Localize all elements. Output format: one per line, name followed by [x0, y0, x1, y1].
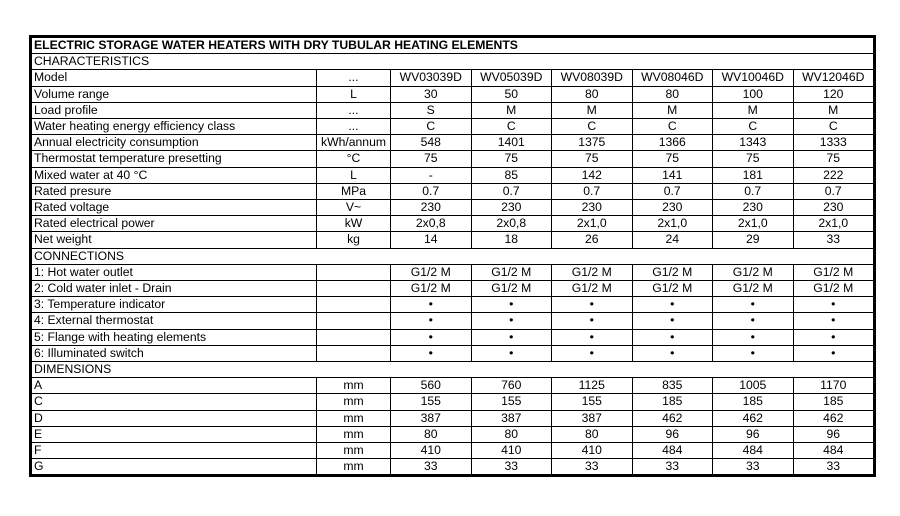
dimensions-value-model-3: 410: [552, 443, 633, 459]
section-connections: [32, 248, 874, 264]
characteristics-value-model-4: 24: [632, 232, 713, 248]
characteristics-row: [32, 216, 874, 232]
section-dimensions: [32, 362, 874, 378]
characteristics-row: [32, 151, 874, 167]
dimensions-value-model-2: 410: [471, 443, 552, 459]
connections-value-model-2: •: [471, 313, 552, 329]
characteristics-value-model-3: 1375: [552, 135, 633, 151]
characteristics-value-model-6: 0.7: [793, 183, 874, 199]
connections-value-model-3: •: [552, 345, 633, 361]
connections-value-model-5: •: [713, 329, 794, 345]
connections-value-model-1: •: [391, 297, 472, 313]
characteristics-value-model-4: C: [632, 119, 713, 135]
characteristics-value-model-1: WV03039D: [391, 70, 472, 86]
characteristics-row: [32, 86, 874, 102]
characteristics-row-unit: L: [317, 167, 391, 183]
characteristics-value-model-1: -: [391, 167, 472, 183]
characteristics-value-model-4: 75: [632, 151, 713, 167]
characteristics-value-model-1: S: [391, 102, 472, 118]
dimensions-value-model-1: 80: [391, 426, 472, 442]
characteristics-value-model-2: C: [471, 119, 552, 135]
dimensions-value-model-6: 33: [793, 459, 874, 475]
characteristics-value-model-4: 1366: [632, 135, 713, 151]
characteristics-value-model-4: 0.7: [632, 183, 713, 199]
connections-row-label: 4: External thermostat: [32, 313, 317, 329]
connections-value-model-1: G1/2 M: [391, 281, 472, 297]
connections-value-model-2: G1/2 M: [471, 264, 552, 280]
characteristics-value-model-6: 2x1,0: [793, 216, 874, 232]
characteristics-value-model-4: 80: [632, 86, 713, 102]
dimensions-row: [32, 394, 874, 410]
connections-value-model-6: •: [793, 329, 874, 345]
dimensions-value-model-5: 185: [713, 394, 794, 410]
characteristics-value-model-3: C: [552, 119, 633, 135]
characteristics-value-model-6: 1333: [793, 135, 874, 151]
dimensions-value-model-3: 155: [552, 394, 633, 410]
characteristics-row: [32, 232, 874, 248]
connections-value-model-2: •: [471, 345, 552, 361]
connections-value-model-5: •: [713, 297, 794, 313]
spec-sheet: [29, 35, 876, 477]
dimensions-value-model-6: 462: [793, 410, 874, 426]
dimensions-value-model-5: 33: [713, 459, 794, 475]
connections-value-model-4: •: [632, 297, 713, 313]
characteristics-row-label: Rated voltage: [32, 200, 317, 216]
characteristics-row-label: Net weight: [32, 232, 317, 248]
characteristics-row: [32, 135, 874, 151]
dimensions-row-label: F: [32, 443, 317, 459]
connections-row-label: 6: Illuminated switch: [32, 345, 317, 361]
characteristics-row-label: Rated electrical power: [32, 216, 317, 232]
connections-row: [32, 345, 874, 361]
characteristics-row-unit: °C: [317, 151, 391, 167]
dimensions-value-model-1: 560: [391, 378, 472, 394]
characteristics-value-model-6: C: [793, 119, 874, 135]
dimensions-value-model-5: 96: [713, 426, 794, 442]
characteristics-row: [32, 119, 874, 135]
characteristics-value-model-1: 2x0,8: [391, 216, 472, 232]
dimensions-value-model-2: 80: [471, 426, 552, 442]
connections-value-model-6: •: [793, 313, 874, 329]
characteristics-row-unit: kW: [317, 216, 391, 232]
dimensions-value-model-5: 484: [713, 443, 794, 459]
characteristics-row-unit: ...: [317, 70, 391, 86]
connections-value-model-5: G1/2 M: [713, 281, 794, 297]
characteristics-row-label: Thermostat temperature presetting: [32, 151, 317, 167]
characteristics-row-unit: ...: [317, 119, 391, 135]
dimensions-row-unit: mm: [317, 443, 391, 459]
characteristics-value-model-6: 222: [793, 167, 874, 183]
connections-row-label: 1: Hot water outlet: [32, 264, 317, 280]
characteristics-value-model-2: WV05039D: [471, 70, 552, 86]
dimensions-value-model-2: 760: [471, 378, 552, 394]
characteristics-row-unit: V~: [317, 200, 391, 216]
dimensions-value-model-1: 155: [391, 394, 472, 410]
characteristics-row-label: Model: [32, 70, 317, 86]
characteristics-value-model-1: 14: [391, 232, 472, 248]
dimensions-value-model-6: 96: [793, 426, 874, 442]
characteristics-value-model-6: 230: [793, 200, 874, 216]
dimensions-row-label: G: [32, 459, 317, 475]
spec-table-body: [32, 38, 874, 475]
characteristics-value-model-2: 18: [471, 232, 552, 248]
characteristics-value-model-2: M: [471, 102, 552, 118]
connections-row-unit: [317, 329, 391, 345]
connections-row-label: 5: Flange with heating elements: [32, 329, 317, 345]
characteristics-value-model-3: 75: [552, 151, 633, 167]
dimensions-row: [32, 378, 874, 394]
dimensions-value-model-2: 387: [471, 410, 552, 426]
connections-value-model-2: •: [471, 329, 552, 345]
connections-row: [32, 313, 874, 329]
characteristics-value-model-5: 181: [713, 167, 794, 183]
characteristics-value-model-3: 142: [552, 167, 633, 183]
characteristics-row: [32, 200, 874, 216]
characteristics-value-model-2: 0.7: [471, 183, 552, 199]
characteristics-value-model-6: 120: [793, 86, 874, 102]
characteristics-value-model-1: C: [391, 119, 472, 135]
connections-value-model-6: •: [793, 345, 874, 361]
dimensions-value-model-4: 96: [632, 426, 713, 442]
dimensions-value-model-2: 33: [471, 459, 552, 475]
connections-value-model-4: •: [632, 345, 713, 361]
dimensions-value-model-4: 185: [632, 394, 713, 410]
characteristics-value-model-4: 230: [632, 200, 713, 216]
connections-row-label: 2: Cold water inlet - Drain: [32, 281, 317, 297]
connections-row-unit: [317, 264, 391, 280]
dimensions-value-model-3: 1125: [552, 378, 633, 394]
dimensions-value-model-3: 387: [552, 410, 633, 426]
characteristics-value-model-5: 75: [713, 151, 794, 167]
dimensions-value-model-6: 1170: [793, 378, 874, 394]
characteristics-value-model-2: 75: [471, 151, 552, 167]
dimensions-value-model-6: 185: [793, 394, 874, 410]
characteristics-value-model-5: C: [713, 119, 794, 135]
characteristics-value-model-1: 75: [391, 151, 472, 167]
connections-value-model-2: G1/2 M: [471, 281, 552, 297]
characteristics-value-model-1: 0.7: [391, 183, 472, 199]
characteristics-value-model-2: 50: [471, 86, 552, 102]
connections-value-model-4: •: [632, 329, 713, 345]
dimensions-row: [32, 426, 874, 442]
connections-value-model-1: •: [391, 313, 472, 329]
characteristics-value-model-3: 2x1,0: [552, 216, 633, 232]
connections-value-model-1: •: [391, 329, 472, 345]
connections-value-model-5: G1/2 M: [713, 264, 794, 280]
connections-row: [32, 329, 874, 345]
characteristics-value-model-5: 29: [713, 232, 794, 248]
section-dimensions-label: DIMENSIONS: [32, 362, 874, 378]
connections-value-model-3: G1/2 M: [552, 264, 633, 280]
dimensions-value-model-6: 484: [793, 443, 874, 459]
characteristics-value-model-1: 230: [391, 200, 472, 216]
characteristics-value-model-3: 230: [552, 200, 633, 216]
connections-value-model-4: •: [632, 313, 713, 329]
characteristics-row-unit: MPa: [317, 183, 391, 199]
dimensions-row-unit: mm: [317, 394, 391, 410]
connections-value-model-6: •: [793, 297, 874, 313]
dimensions-row-label: E: [32, 426, 317, 442]
connections-row-unit: [317, 281, 391, 297]
connections-row-unit: [317, 297, 391, 313]
characteristics-value-model-4: M: [632, 102, 713, 118]
section-characteristics: [32, 54, 874, 70]
dimensions-row-label: C: [32, 394, 317, 410]
table-title: ELECTRIC STORAGE WATER HEATERS WITH DRY TUBULAR HEATING ELEMENTS: [32, 38, 874, 54]
dimensions-value-model-4: 835: [632, 378, 713, 394]
characteristics-value-model-3: 26: [552, 232, 633, 248]
characteristics-row-label: Mixed water at 40 °C: [32, 167, 317, 183]
characteristics-row-unit: L: [317, 86, 391, 102]
characteristics-row-label: Volume range: [32, 86, 317, 102]
connections-row: [32, 281, 874, 297]
dimensions-row-label: D: [32, 410, 317, 426]
characteristics-value-model-5: M: [713, 102, 794, 118]
connections-row-label: 3: Temperature indicator: [32, 297, 317, 313]
characteristics-value-model-5: 0.7: [713, 183, 794, 199]
characteristics-value-model-3: 0.7: [552, 183, 633, 199]
characteristics-row-label: Load profile: [32, 102, 317, 118]
characteristics-value-model-2: 1401: [471, 135, 552, 151]
connections-value-model-5: •: [713, 313, 794, 329]
connections-value-model-5: •: [713, 345, 794, 361]
dimensions-value-model-4: 33: [632, 459, 713, 475]
dimensions-row-unit: mm: [317, 410, 391, 426]
characteristics-row-label: Annual electricity consumption: [32, 135, 317, 151]
characteristics-value-model-6: M: [793, 102, 874, 118]
characteristics-value-model-5: WV10046D: [713, 70, 794, 86]
characteristics-value-model-5: 100: [713, 86, 794, 102]
dimensions-value-model-5: 462: [713, 410, 794, 426]
characteristics-value-model-1: 548: [391, 135, 472, 151]
dimensions-row: [32, 443, 874, 459]
characteristics-row: [32, 167, 874, 183]
characteristics-value-model-2: 85: [471, 167, 552, 183]
characteristics-value-model-6: 75: [793, 151, 874, 167]
spec-table: [31, 37, 874, 475]
characteristics-row-unit: ...: [317, 102, 391, 118]
dimensions-value-model-4: 484: [632, 443, 713, 459]
connections-value-model-1: •: [391, 345, 472, 361]
dimensions-value-model-1: 387: [391, 410, 472, 426]
characteristics-row: [32, 102, 874, 118]
dimensions-row: [32, 459, 874, 475]
characteristics-value-model-4: WV08046D: [632, 70, 713, 86]
characteristics-row-unit: kg: [317, 232, 391, 248]
characteristics-value-model-5: 230: [713, 200, 794, 216]
connections-row-unit: [317, 313, 391, 329]
characteristics-value-model-3: 80: [552, 86, 633, 102]
connections-value-model-3: •: [552, 313, 633, 329]
dimensions-row-unit: mm: [317, 459, 391, 475]
dimensions-row-unit: mm: [317, 426, 391, 442]
dimensions-value-model-3: 80: [552, 426, 633, 442]
dimensions-row-unit: mm: [317, 378, 391, 394]
connections-value-model-4: G1/2 M: [632, 281, 713, 297]
dimensions-value-model-5: 1005: [713, 378, 794, 394]
characteristics-value-model-6: 33: [793, 232, 874, 248]
characteristics-value-model-3: WV08039D: [552, 70, 633, 86]
dimensions-value-model-4: 462: [632, 410, 713, 426]
title-row: [32, 38, 874, 54]
characteristics-value-model-2: 2x0,8: [471, 216, 552, 232]
characteristics-value-model-2: 230: [471, 200, 552, 216]
connections-value-model-6: G1/2 M: [793, 264, 874, 280]
connections-value-model-2: •: [471, 297, 552, 313]
connections-value-model-6: G1/2 M: [793, 281, 874, 297]
characteristics-row: [32, 70, 874, 86]
connections-row: [32, 264, 874, 280]
dimensions-value-model-1: 410: [391, 443, 472, 459]
connections-value-model-3: G1/2 M: [552, 281, 633, 297]
characteristics-row-label: Rated presure: [32, 183, 317, 199]
characteristics-value-model-5: 1343: [713, 135, 794, 151]
section-connections-label: CONNECTIONS: [32, 248, 874, 264]
connections-row: [32, 297, 874, 313]
dimensions-value-model-1: 33: [391, 459, 472, 475]
characteristics-row-label: Water heating energy efficiency class: [32, 119, 317, 135]
characteristics-row-unit: kWh/annum: [317, 135, 391, 151]
connections-value-model-4: G1/2 M: [632, 264, 713, 280]
characteristics-value-model-1: 30: [391, 86, 472, 102]
characteristics-value-model-4: 141: [632, 167, 713, 183]
section-characteristics-label: CHARACTERISTICS: [32, 54, 874, 70]
connections-value-model-3: •: [552, 297, 633, 313]
connections-value-model-3: •: [552, 329, 633, 345]
characteristics-row: [32, 183, 874, 199]
characteristics-value-model-3: M: [552, 102, 633, 118]
characteristics-value-model-5: 2x1,0: [713, 216, 794, 232]
connections-value-model-1: G1/2 M: [391, 264, 472, 280]
connections-row-unit: [317, 345, 391, 361]
characteristics-value-model-6: WV12046D: [793, 70, 874, 86]
characteristics-value-model-4: 2x1,0: [632, 216, 713, 232]
dimensions-row: [32, 410, 874, 426]
dimensions-value-model-3: 33: [552, 459, 633, 475]
dimensions-value-model-2: 155: [471, 394, 552, 410]
dimensions-row-label: A: [32, 378, 317, 394]
